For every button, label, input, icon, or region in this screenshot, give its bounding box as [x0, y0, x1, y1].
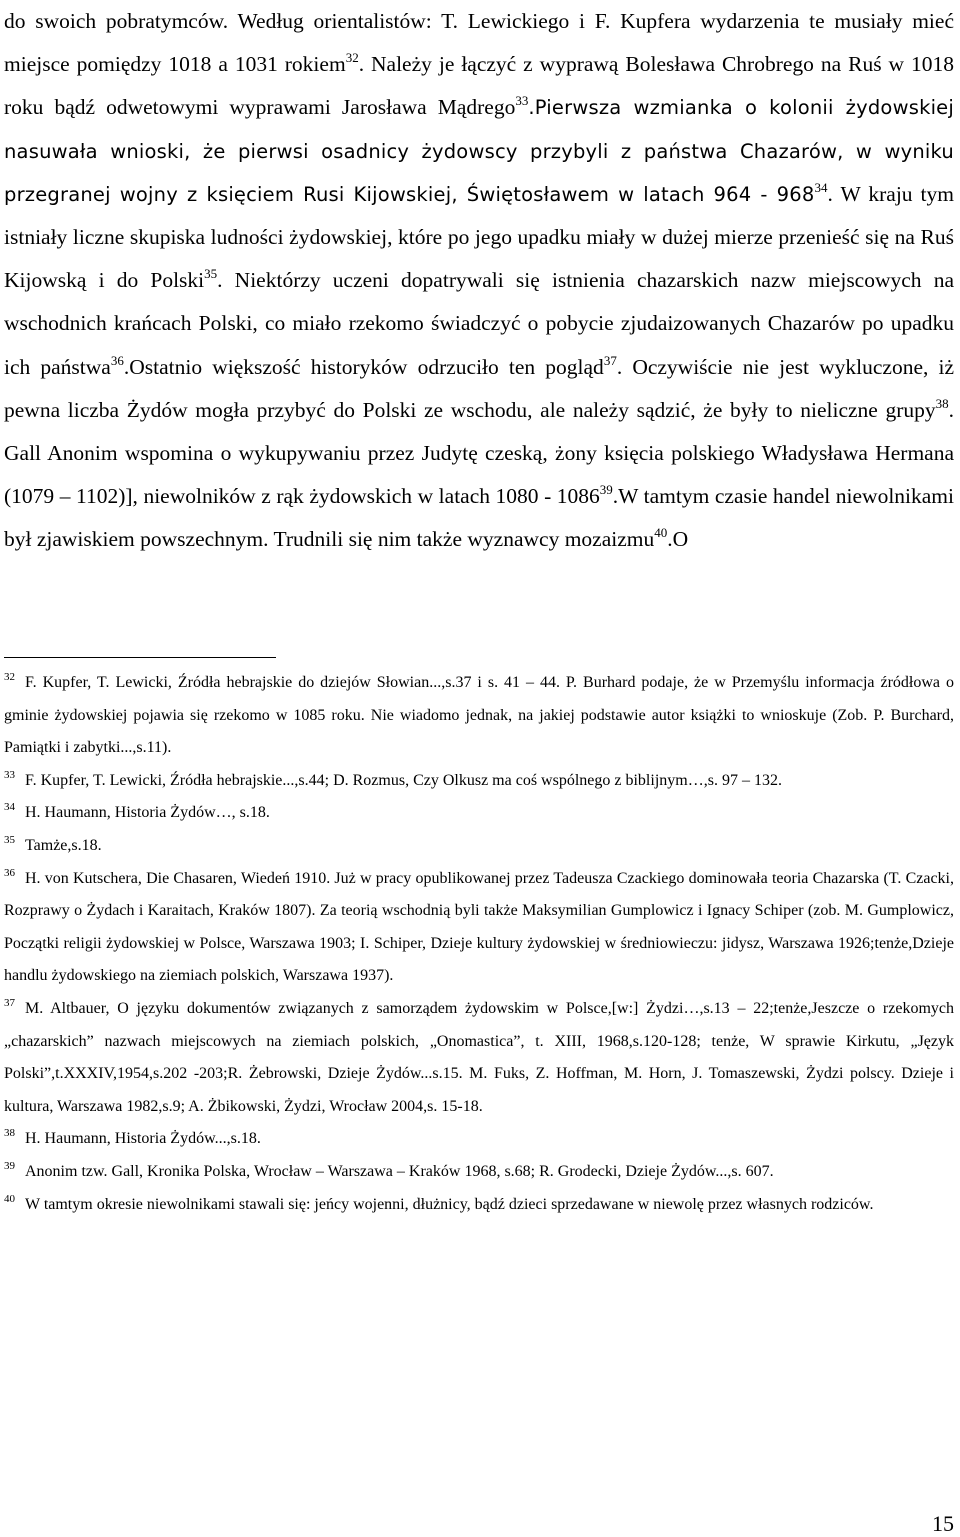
footnote-number: 37 [4, 996, 15, 1009]
footnote-ref-36: 36 [110, 352, 124, 368]
footnote-ref-32: 32 [345, 50, 359, 66]
footnote-39 [4, 1156, 954, 1189]
footnote-number: 39 [4, 1159, 15, 1172]
footnote-number: 35 [4, 833, 15, 846]
footnote-ref-40: 40 [654, 525, 668, 541]
footnotes-section [4, 667, 954, 1221]
footnote-ref-34: 34 [814, 179, 828, 195]
footnote-text: H. Haumann, Historia Żydów…, s.18. [25, 804, 270, 822]
body-sentence-4: . W kraju tym istniały liczne skupiska ludności żydowskiej, które po jego upadku miały w dużej mierze przenieść się na Ruś Kijowską i do Polski [4, 181, 954, 293]
footnote-36 [4, 863, 954, 993]
footnote-number: 32 [4, 671, 15, 683]
body-sentence-1: do swoich pobratymców. Według orientalistów: T. Lewickiego i F. Kupfera wydarzenia te musiały mieć miejsce pomiędzy 1018 a 1031 rokiem [4, 9, 954, 77]
footnote-37 [4, 993, 954, 1123]
body-sentence-7: . Oczywiście nie jest wykluczone, iż pewna liczba Żydów mogła przybyć do Polski ze wschodu, ale należy sądzić, że były to nieliczne grupy [4, 354, 954, 422]
footnote-text: H. Haumann, Historia Żydów...,s.18. [25, 1130, 261, 1148]
footnote-35 [4, 830, 954, 863]
footnote-number: 38 [4, 1127, 15, 1140]
footnote-text: Anonim tzw. Gall, Kronika Polska, Wrocław – Warszawa – Kraków 1968, s.68; R. Grodecki, Dzieje Żydów...,s. 607. [25, 1162, 774, 1180]
body-sentence-5: . Niektórzy uczeni dopatrywali się istnienia chazarskich nazw miejscowych na wschodnich krańcach Polski, co miało rzekomo świadczyć o pobycie zjudaizowanych Chazarów po upadku ich państwa [4, 268, 954, 379]
footnote-38 [4, 1123, 954, 1156]
footnote-40 [4, 1189, 954, 1222]
body-sentence-10: .O [667, 527, 689, 552]
footnote-number: 36 [4, 866, 15, 879]
footnote-ref-38: 38 [935, 395, 949, 411]
footnote-ref-37: 37 [603, 352, 617, 368]
body-sentence-9: .W tamtym czasie handel niewolnikami był zjawiskiem powszechnym. Trudnili się nim także wyznawcy mozaizmu [4, 484, 954, 552]
body-sentence-2: . Należy je łączyć z wyprawą Bolesława Chrobrego na Ruś w 1018 roku bądź odwetowymi wyprawami Jarosława Mądrego [4, 52, 955, 120]
footnote-text: Tamże,s.18. [25, 836, 102, 854]
footnote-number: 40 [4, 1192, 15, 1205]
body-paragraph [4, 0, 954, 562]
footnote-ref-39: 39 [599, 482, 613, 498]
body-sentence-3: .Pierwsza wzmianka o kolonii żydowskiej nasuwała wnioski, że pierwsi osadnicy żydowscy przybyli z państwa Chazarów, w wyniku przegranej wojny z księciem Rusi Kijowskiej, Świętosławem w latach 964 - 968 [4, 96, 954, 206]
footnote-ref-35: 35 [204, 266, 218, 282]
footnote-text: W tamtym okresie niewolnikami stawali się: jeńcy wojenni, dłużnicy, bądź dzieci sprzedawane w niewolę przez własnych rodziców. [25, 1195, 874, 1213]
footnote-text: F. Kupfer, T. Lewicki, Źródła hebrajskie...,s.44; D. Rozmus, Czy Olkusz ma coś wspólnego z biblijnym…,s. 97 – 132. [25, 771, 782, 789]
footnote-text: F. Kupfer, T. Lewicki, Źródła hebrajskie do dziejów Słowian...,s.37 i s. 41 – 44. P. Burhard podaje, że w Przemyślu informacja źródłowa o gminie żydowskiej pojawia się rzekomo w 1085 roku. Nie wiadomo jednak, na jakiej podstawie autor książki to wnioskuje (Zob. P. Burchard, Pamiątki i zabytki...,s.11). [4, 674, 954, 757]
page-number: 15 [932, 1511, 954, 1536]
footnote-number: 33 [4, 768, 15, 781]
footnote-text: M. Altbauer, O języku dokumentów związanych z samorządem żydowskim w Polsce,[w:] Żydzi…,s.13 – 22;tenże,Jeszcze o rzekomych „chazarskich” nazwach miejscowych na ziemiach polskich, „Onomastica”, t. XIII, 1968,s.120-128; tenże, W sprawie Kirkutu, „Język Polski”,t.XXXIV,1954,s.202 -203;R. Żebrowski, Dzieje Żydów...s.15. M. Fuks, Z. Hoffman, M. Horn, J. Tomaszewski, Żydzi polscy. Dzieje i kultura, Warszawa 1982,s.9; A. Żbikowski, Żydzi, Wrocław 2004,s. 15-18. [4, 999, 954, 1115]
footnote-text: H. von Kutschera, Die Chasaren, Wiedeń 1910. Już w pracy opublikowanej przez Tadeusza Czackiego dominowała teoria Chazarska (T. Czacki, Rozprawy o Żydach i Karaitach, Kraków 1807). Za teorią wschodnią byli także Maksymilian Gumplowicz i Ignacy Schiper (zob. M. Gumplowicz, Początki religii żydowskiej w Polsce, Warszawa 1903; I. Schiper, Dzieje kultury żydowskiej w średniowieczu: jidysz, Warszawa 1926;tenże,Dzieje handlu żydowskiego na ziemiach polskich, Warszawa 1937). [4, 869, 954, 985]
footnote-ref-33: 33 [515, 93, 529, 109]
body-sentence-6: .Ostatnio większość historyków odrzuciło ten pogląd [123, 354, 604, 379]
body-sentence-8: . Gall Anonim wspomina o wykupywaniu przez Judytę czeską, żony księcia polskiego Władysława Hermana (1079 – 1102)], niewolników z rąk żydowskich w latach 1080 - 1086 [4, 397, 954, 509]
footnote-number: 34 [4, 801, 15, 814]
footnote-separator [4, 657, 276, 658]
footnote-33 [4, 765, 954, 798]
footnote-32 [4, 667, 954, 765]
footnote-34 [4, 797, 954, 830]
